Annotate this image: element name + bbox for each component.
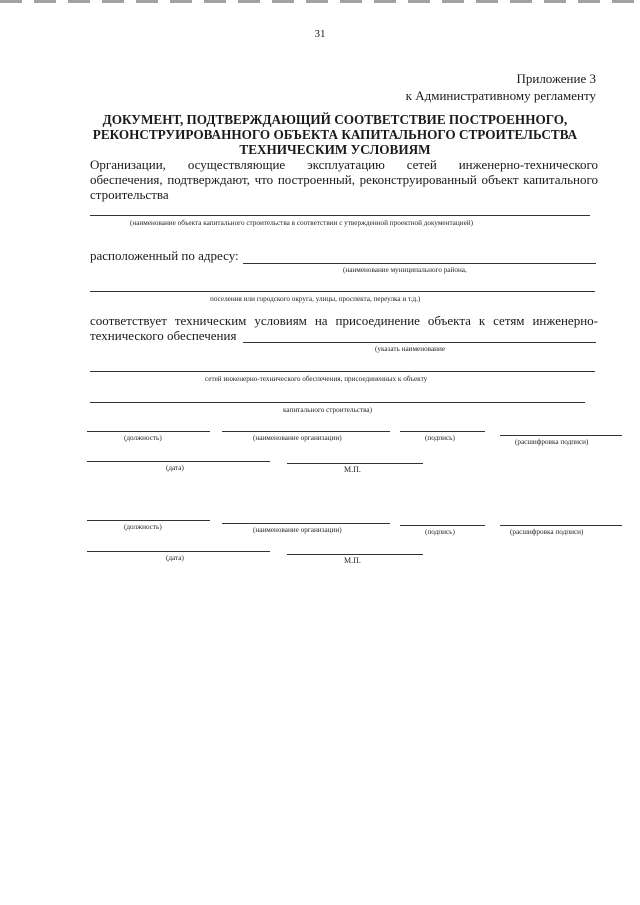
sign2-organization-caption: (наименование организации)	[253, 526, 342, 534]
address-field-line[interactable]	[243, 263, 596, 264]
sign2-organization-line[interactable]	[222, 523, 390, 524]
sign1-signature-line[interactable]	[400, 431, 485, 432]
intro-paragraph	[90, 157, 598, 202]
municipal-district-caption: (наименование муниципального района,	[343, 266, 467, 274]
networks-field-line[interactable]	[90, 371, 595, 372]
object-name-caption: (наименование объекта капитального строительства в соответствии с утвержденной проектной документацией)	[130, 219, 473, 227]
sign1-position-caption: (должность)	[124, 434, 162, 442]
sign2-decoding-line[interactable]	[500, 525, 622, 526]
complies-line-2: технического обеспечения	[90, 328, 237, 343]
sign2-stamp-line	[287, 554, 423, 555]
sign2-decoding-caption: (расшифровка подписи)	[510, 528, 584, 536]
sign1-position-line[interactable]	[87, 431, 210, 432]
appendix-line-1: Приложение 3	[516, 71, 596, 86]
sign1-organization-caption: (наименование организации)	[253, 434, 342, 442]
title-line-2: РЕКОНСТРУИРОВАННОГО ОБЪЕКТА КАПИТАЛЬНОГО СТРОИТЕЛЬСТВА	[92, 127, 578, 142]
sign2-signature-line[interactable]	[400, 525, 485, 526]
sign1-date-caption: (дата)	[166, 464, 184, 472]
networks-caption: сетей инженерно-технического обеспечения, присоединенных к объекту	[205, 375, 428, 383]
sign2-position-line[interactable]	[87, 520, 210, 521]
page-number: 31	[314, 28, 326, 40]
sign1-date-line[interactable]	[87, 461, 270, 462]
complies-line-1: соответствует техническим условиям на присоединение объекта к сетям инженерно-	[90, 313, 598, 328]
sign2-stamp-caption: М.П.	[344, 556, 361, 565]
capital-construction-caption: капитального строительства)	[283, 406, 372, 414]
settlement-caption: поселения или городского округа, улицы, проспекта, переулка и т.д.)	[210, 295, 421, 303]
address-label: расположенный по адресу:	[90, 248, 239, 263]
document-title	[70, 112, 600, 157]
sign1-stamp-caption: М.П.	[344, 465, 361, 474]
sign2-date-line[interactable]	[87, 551, 270, 552]
sign2-position-caption: (должность)	[124, 523, 162, 531]
network-name-field-line[interactable]	[243, 342, 596, 343]
sign1-organization-line[interactable]	[222, 431, 390, 432]
intro-line-2: обеспечения, подтверждают, что построенный, реконструированный объект капитального	[90, 172, 598, 187]
sign1-stamp-line	[287, 463, 423, 464]
sign1-decoding-caption: (расшифровка подписи)	[515, 438, 589, 446]
sign2-date-caption: (дата)	[166, 554, 184, 562]
title-line-1: ДОКУМЕНТ, ПОДТВЕРЖДАЮЩИЙ СООТВЕТСТВИЕ ПОСТРОЕННОГО,	[102, 112, 568, 127]
sign2-signature-caption: (подпись)	[425, 528, 455, 536]
intro-line-3: строительства	[90, 187, 169, 202]
object-name-field-line[interactable]	[90, 215, 590, 216]
specify-name-caption: (указать наименование	[375, 345, 446, 353]
appendix-line-2: к Административному регламенту	[405, 88, 596, 103]
sign1-decoding-line[interactable]	[500, 435, 622, 436]
capital-construction-field-line[interactable]	[90, 402, 585, 403]
appendix-heading	[406, 70, 596, 104]
address-field-line-2[interactable]	[90, 291, 595, 292]
complies-paragraph	[90, 313, 598, 343]
intro-line-1: Организации, осуществляющие эксплуатацию сетей инженерно-технического	[90, 157, 598, 172]
title-line-3: ТЕХНИЧЕСКИМ УСЛОВИЯМ	[239, 142, 431, 157]
top-dashed-border	[0, 0, 640, 3]
sign1-signature-caption: (подпись)	[425, 434, 455, 442]
